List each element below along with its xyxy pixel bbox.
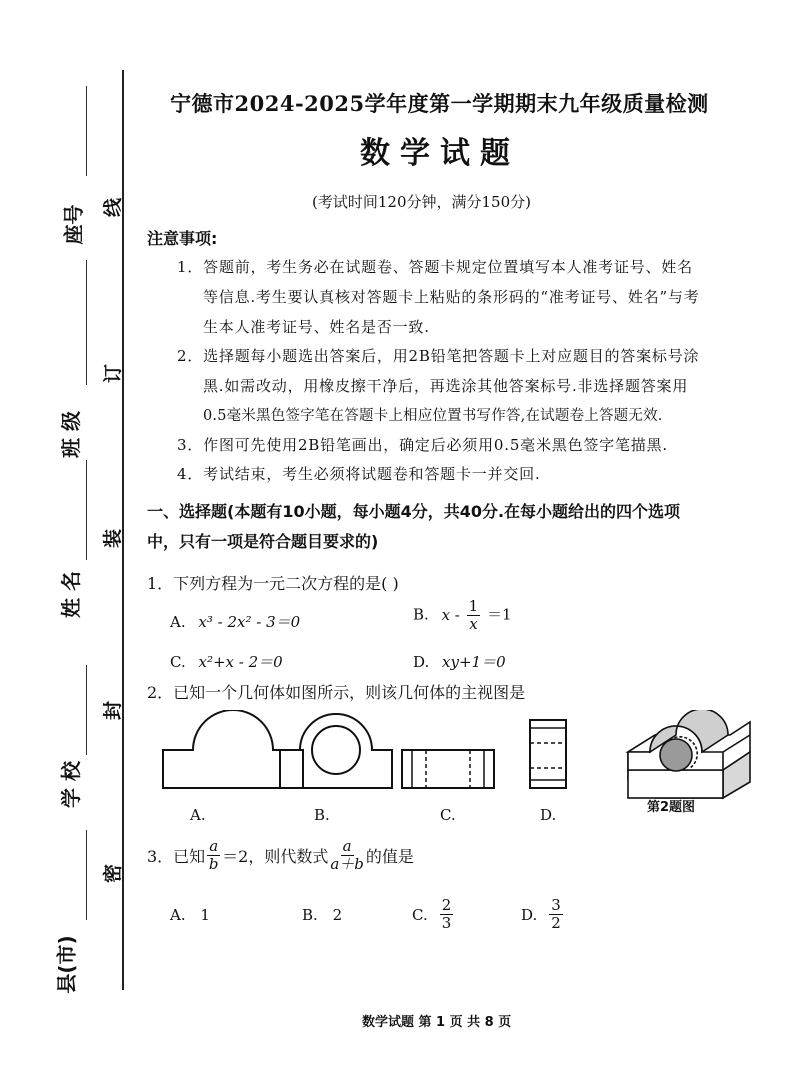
notice-1-line-2: 等信息.考生要认真核对答题卡上粘贴的条形码的“准考证号、姓名”与考 bbox=[203, 288, 700, 306]
seal-mi: 密 bbox=[102, 863, 125, 884]
q3-option-c bbox=[412, 897, 455, 932]
q1-c-label: C. bbox=[170, 653, 186, 671]
notice-1-line-1: 1．答题前，考生务必在试题卷、答题卡规定位置填写本人准考证号、姓名 bbox=[177, 258, 693, 276]
q1-b-pre: x - bbox=[441, 605, 460, 624]
notice-item-3 bbox=[177, 430, 752, 460]
q1-a-expr: x³ - 2x² - 3＝0 bbox=[198, 613, 301, 631]
q3-stem-post: 的值是 bbox=[365, 847, 414, 866]
q3-c-denominator: 3 bbox=[441, 914, 452, 932]
seat-label: 座号 bbox=[61, 204, 86, 245]
seat-underline bbox=[86, 86, 87, 176]
notice-4-line-1: 4．考试结束，考生必须将试题卷和答题卡一并交回. bbox=[177, 465, 541, 483]
q3-stem bbox=[147, 838, 414, 873]
q2-option-d-label: D. bbox=[540, 806, 557, 824]
q3-option-a bbox=[170, 906, 210, 924]
q3-f1-numerator: a bbox=[209, 837, 219, 855]
q2-option-a-label: A. bbox=[190, 806, 206, 824]
name-underline bbox=[86, 460, 87, 560]
q1-b-label: B. bbox=[413, 605, 429, 624]
q3-c-label: C. bbox=[412, 905, 428, 924]
exam-title: 宁德市2024-2025学年度第一学期期末九年级质量检测 bbox=[170, 91, 709, 116]
notice-1-line-3: 生本人准考证号、姓名是否一致. bbox=[203, 318, 430, 336]
q1-b-post: ＝1 bbox=[486, 605, 512, 624]
county-label: 县(市) bbox=[54, 935, 79, 994]
seal-xian: 线 bbox=[102, 197, 125, 218]
county-underline bbox=[86, 830, 87, 920]
q1-b-fraction bbox=[467, 598, 481, 633]
q3-d-numerator: 3 bbox=[551, 896, 561, 914]
class-underline bbox=[86, 260, 87, 385]
q3-fraction-a-over-b bbox=[207, 838, 220, 873]
q3-f1-denominator: b bbox=[208, 855, 219, 873]
seal-feng: 封 bbox=[102, 700, 125, 721]
q3-a-label: A. bbox=[170, 906, 186, 924]
section-1-line-1: 一、选择题(本题有10小题，每小题4分，共40分.在每小题给出的四个选项 bbox=[147, 502, 681, 521]
q1-a-label: A. bbox=[170, 613, 186, 631]
q3-option-d bbox=[521, 897, 565, 932]
notice-item-1 bbox=[177, 252, 752, 342]
q1-stem: 1．下列方程为一元二次方程的是( ) bbox=[147, 574, 399, 593]
page-footer: 数学试题 第 1 页 共 8 页 bbox=[362, 1015, 512, 1030]
notice-item-2 bbox=[177, 341, 752, 431]
section-1-line-2: 中，只有一项是符合题目要求的) bbox=[147, 532, 379, 551]
name-label: 姓 名 bbox=[58, 571, 83, 618]
seal-zhuang: 装 bbox=[102, 528, 125, 549]
q1-b-denominator: x bbox=[469, 615, 478, 633]
q2-figure-caption: 第2题图 bbox=[647, 800, 696, 815]
notice-3-line-1: 3．作图可先使用2B铅笔画出，确定后必须用0.5毫米黑色签字笔描黑. bbox=[177, 436, 668, 454]
subject-title: 数学试题 bbox=[360, 136, 520, 171]
q3-stem-pre: 3．已知 bbox=[147, 847, 206, 866]
q3-stem-mid: ＝2，则代数式 bbox=[222, 847, 329, 866]
q1-option-d bbox=[413, 651, 506, 672]
notice-2-line-3: 0.5毫米黑色签字笔在答题卡上相应位置书写作答,在试题卷上答题无效. bbox=[203, 408, 663, 424]
q1-option-b bbox=[413, 598, 512, 633]
q3-fraction-expression bbox=[330, 838, 364, 873]
q1-d-expr: xy+1＝0 bbox=[442, 653, 506, 671]
q3-c-numerator: 2 bbox=[441, 896, 452, 914]
q3-a-value: 1 bbox=[200, 906, 210, 924]
q2-option-c-label: C. bbox=[440, 806, 456, 824]
q2-solid-figure bbox=[628, 710, 750, 798]
notice-2-line-2: 黑.如需改动，用橡皮擦干净后，再选涂其他答案标号.非选择题答案用 bbox=[203, 377, 689, 395]
notice-heading: 注意事项: bbox=[147, 229, 218, 248]
section-1-heading bbox=[147, 497, 762, 557]
q1-option-a bbox=[170, 611, 300, 632]
school-underline bbox=[86, 665, 87, 755]
q3-option-b bbox=[302, 906, 342, 924]
q3-b-value: 2 bbox=[332, 906, 343, 924]
q3-d-fraction bbox=[549, 897, 563, 932]
seal-ding: 订 bbox=[102, 363, 125, 384]
exam-info: (考试时间120分钟，满分150分) bbox=[312, 193, 531, 211]
q2-option-b-hole bbox=[312, 726, 360, 774]
q3-d-label: D. bbox=[521, 905, 538, 924]
q3-f2-denominator: a＋b bbox=[330, 855, 364, 873]
class-label: 班 级 bbox=[58, 411, 83, 458]
q2-stem: 2．已知一个几何体如图所示，则该几何体的主视图是 bbox=[147, 683, 526, 702]
q3-d-denominator: 2 bbox=[551, 914, 561, 932]
q1-option-c bbox=[170, 651, 283, 672]
q2-option-c-drawing bbox=[402, 750, 494, 788]
q3-b-label: B. bbox=[302, 906, 318, 924]
q3-f2-numerator: a bbox=[342, 837, 352, 855]
q3-c-fraction bbox=[440, 897, 454, 932]
q2-option-b-label: B. bbox=[314, 806, 330, 824]
q2-option-d-drawing bbox=[530, 720, 566, 788]
school-label: 学 校 bbox=[58, 761, 83, 808]
q1-b-numerator: 1 bbox=[468, 597, 479, 615]
q1-c-expr: x²+x - 2＝0 bbox=[198, 653, 283, 671]
binding-margin bbox=[0, 0, 140, 1073]
notice-item-4 bbox=[177, 459, 752, 489]
q1-d-label: D. bbox=[413, 653, 430, 671]
notice-2-line-1: 2．选择题每小题选出答案后，用2B铅笔把答题卡上对应题目的答案标号涂 bbox=[177, 347, 700, 365]
